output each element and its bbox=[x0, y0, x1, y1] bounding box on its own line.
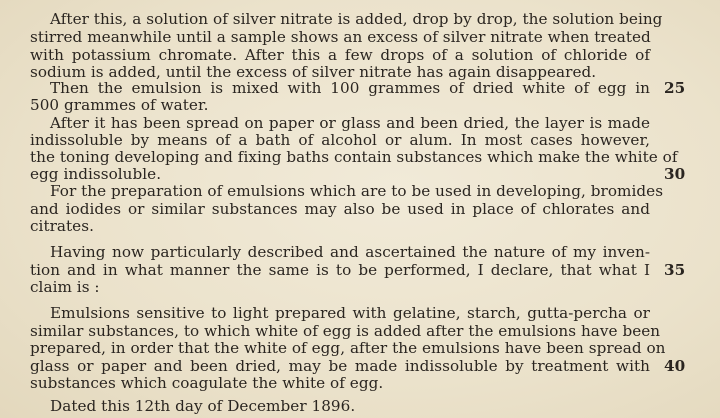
text-line: prepared, in order that the white of egg, after the emulsions have been spread on bbox=[30, 339, 666, 357]
text-line: After this, a solution of silver nitrate is added, drop by drop, the solution being bbox=[50, 10, 663, 28]
text-line: glass or paper and been dried, may be made indissoluble by treatment with bbox=[30, 357, 650, 375]
text-line: citrates. bbox=[30, 217, 94, 235]
line-number: 40 bbox=[664, 357, 686, 375]
text-line: substances which coagulate the white of egg. bbox=[30, 374, 384, 392]
text-line: the toning developing and fixing baths contain substances which make the white of bbox=[30, 148, 678, 166]
text-line: Having now particularly described and ascertained the nature of my inven- bbox=[50, 243, 650, 261]
line-number: 35 bbox=[664, 261, 686, 279]
text-line: 500 grammes of water. bbox=[30, 96, 209, 114]
text-line: After it has been spread on paper or glass and been dried, the layer is made bbox=[50, 114, 650, 132]
text-line: claim is : bbox=[30, 278, 100, 296]
date-line: Dated this 12th day of December 1896. bbox=[50, 397, 356, 415]
text-line: egg indissoluble. bbox=[30, 165, 162, 183]
text-line: stirred meanwhile until a sample shows an excess of silver nitrate when treated bbox=[30, 28, 651, 46]
text-line: and iodides or similar substances may also be used in place of chlorates and bbox=[30, 200, 650, 218]
text-line: sodium is added, until the excess of silver nitrate has again disappeared. bbox=[30, 63, 597, 81]
text-line: For the preparation of emulsions which are to be used in developing, bromides bbox=[50, 182, 664, 200]
line-number: 30 bbox=[664, 165, 686, 183]
text-line: Then the emulsion is mixed with 100 grammes of dried white of egg in bbox=[50, 79, 650, 97]
text-line: tion and in what manner the same is to be performed, I declare, that what I bbox=[30, 261, 650, 279]
text-line: indissoluble by means of a bath of alcohol or alum. In most cases however, bbox=[30, 131, 650, 149]
text-line: Emulsions sensitive to light prepared with gelatine, starch, gutta-percha or bbox=[50, 304, 650, 322]
line-number: 25 bbox=[664, 79, 686, 97]
text-line: with potassium chromate. After this a few drops of a solution of chloride of bbox=[30, 46, 650, 64]
text-line: similar substances, to which white of egg is added after the emulsions have been bbox=[30, 322, 661, 340]
